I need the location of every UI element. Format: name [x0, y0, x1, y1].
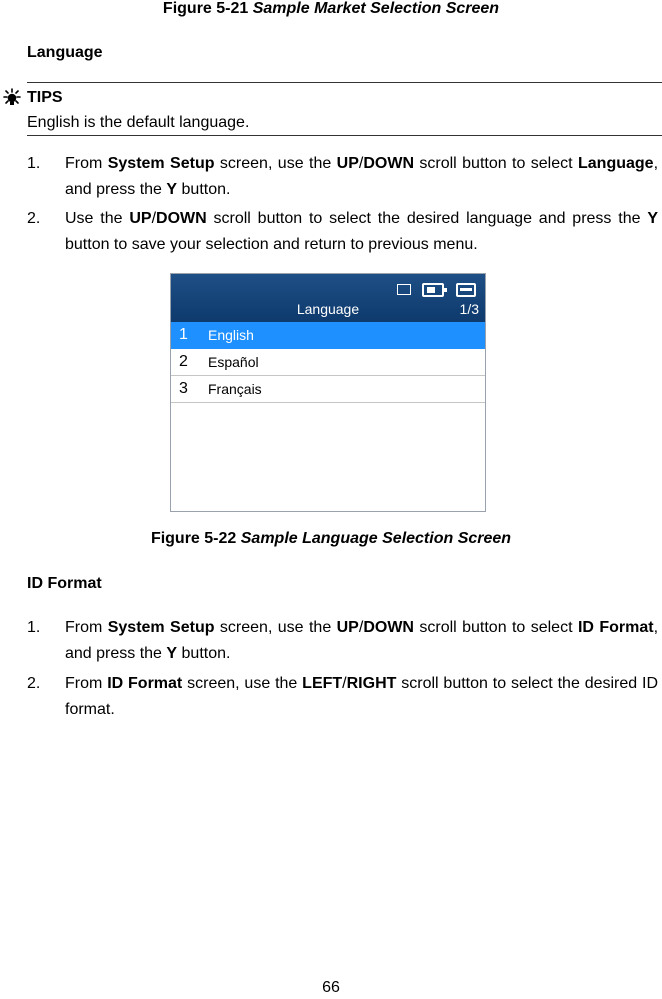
device-screen	[170, 273, 486, 512]
item-label: Español	[208, 354, 259, 370]
step-text: From System Setup screen, use the UP/DOWN scroll button to select ID Format, and press the Y button.	[65, 619, 659, 662]
page-number: 66	[322, 979, 340, 996]
lightbulb-icon	[2, 88, 22, 108]
figure-label: Figure 5-21	[162, 0, 249, 17]
language-item-english[interactable]	[171, 322, 485, 349]
tips-label: TIPS	[27, 89, 63, 106]
battery-icon	[422, 283, 444, 297]
language-item-espanol[interactable]	[171, 349, 485, 376]
language-item-francais[interactable]	[171, 376, 485, 403]
tips-top-rule	[27, 82, 662, 83]
step-number: 2.	[27, 675, 41, 692]
screen-title: Language	[296, 301, 360, 317]
item-label: English	[208, 327, 254, 343]
card-icon	[456, 283, 476, 297]
figure-label: Figure 5-22	[150, 530, 237, 547]
step-number: 1.	[27, 155, 41, 172]
mail-icon	[397, 284, 411, 295]
section-heading-id-format: ID Format	[27, 575, 102, 592]
item-number: 3	[179, 380, 188, 397]
tips-bottom-rule	[27, 135, 662, 136]
tips-text: English is the default language.	[27, 114, 250, 131]
figure-title: Sample Language Selection Screen	[240, 530, 512, 547]
figure-caption-market	[0, 0, 662, 18]
step-text: From ID Format screen, use the LEFT/RIGHT scroll button to select the desired ID format.	[65, 675, 659, 718]
step-text: Use the UP/DOWN scroll button to select the desired language and press the Y button to save your selection and return to previous menu.	[65, 210, 658, 253]
item-number: 1	[179, 326, 188, 343]
figure-caption-language	[0, 530, 662, 548]
step-text: From System Setup screen, use the UP/DOWN scroll button to select Language, and press the Y button.	[65, 155, 659, 198]
page-indicator: 1/3	[459, 301, 479, 317]
section-heading-language: Language	[27, 44, 103, 61]
item-label: Français	[208, 381, 262, 397]
item-number: 2	[179, 353, 188, 370]
figure-title: Sample Market Selection Screen	[252, 0, 500, 17]
step-number: 2.	[27, 210, 41, 227]
screen-header	[171, 274, 485, 322]
step-number: 1.	[27, 619, 41, 636]
